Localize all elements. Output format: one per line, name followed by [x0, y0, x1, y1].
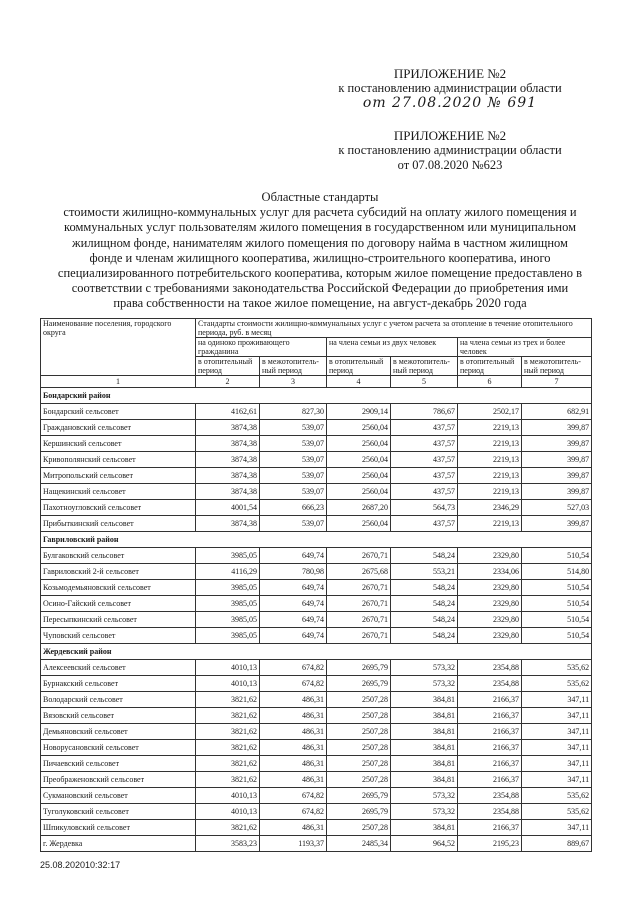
cost-value: 2670,71: [327, 612, 391, 628]
document-title: [40, 190, 600, 312]
cost-value: 437,57: [391, 484, 458, 500]
cost-value: 548,24: [391, 628, 458, 644]
table-row: [41, 548, 592, 564]
cost-value: 666,23: [260, 500, 327, 516]
cost-value: 2334,06: [458, 564, 522, 580]
cost-value: 510,54: [522, 548, 592, 564]
settlement-name: Митропольский сельсовет: [41, 468, 196, 484]
settlement-name: Пахотноугловский сельсовет: [41, 500, 196, 516]
table-row: [41, 452, 592, 468]
cost-value: 3874,38: [196, 452, 260, 468]
settlement-name: Новорусановский сельсовет: [41, 740, 196, 756]
cost-value: 384,81: [391, 740, 458, 756]
title-line: права собственности на такое жилое помещение, на август-декабрь 2020 года: [113, 296, 527, 311]
cost-value: 2219,13: [458, 468, 522, 484]
cost-value: 486,31: [260, 756, 327, 772]
cost-value: 548,24: [391, 548, 458, 564]
cost-value: 2507,28: [327, 772, 391, 788]
settlement-name: Чуповский сельсовет: [41, 628, 196, 644]
subheader-nonheating: в межотопитель-ный период: [522, 357, 592, 376]
cost-value: 486,31: [260, 724, 327, 740]
cost-value: 539,07: [260, 420, 327, 436]
cost-value: 2329,80: [458, 596, 522, 612]
cost-value: 2670,71: [327, 548, 391, 564]
cost-value: 2670,71: [327, 596, 391, 612]
settlement-name: Володарский сельсовет: [41, 692, 196, 708]
subheader-heating: в отопительный период: [458, 357, 522, 376]
cost-value: 347,11: [522, 756, 592, 772]
cost-value: 3821,62: [196, 756, 260, 772]
cost-value: 2695,79: [327, 804, 391, 820]
cost-value: 437,57: [391, 420, 458, 436]
settlement-name: Осино-Гайский сельсовет: [41, 596, 196, 612]
cost-value: 2670,71: [327, 628, 391, 644]
cost-value: 2166,37: [458, 756, 522, 772]
cost-value: 535,62: [522, 788, 592, 804]
cost-value: 384,81: [391, 708, 458, 724]
cost-value: 2195,23: [458, 836, 522, 852]
cost-value: 384,81: [391, 724, 458, 740]
cost-value: 2507,28: [327, 820, 391, 836]
cost-value: 2219,13: [458, 452, 522, 468]
cost-value: 486,31: [260, 740, 327, 756]
title-line: специализированного потребительского кооператива, которым жилое помещение предоставлено в: [57, 266, 583, 281]
cost-value: 2507,28: [327, 740, 391, 756]
standards-header: Стандарты стоимости жилищно-коммунальных услуг с учетом расчета за отопление в течение отопительного периода, руб. в месяц: [196, 319, 592, 338]
cost-value: 3985,05: [196, 548, 260, 564]
annex-title: ПРИЛОЖЕНИЕ №2: [393, 66, 507, 81]
table-row: [41, 708, 592, 724]
cost-value: 347,11: [522, 820, 592, 836]
group-header-two-person: на члена семьи из двух человек: [327, 338, 458, 357]
cost-value: 347,11: [522, 772, 592, 788]
settlement-name: Бурнакский сельсовет: [41, 676, 196, 692]
cost-value: 437,57: [391, 452, 458, 468]
cost-value: 964,52: [391, 836, 458, 852]
cost-value: 786,67: [391, 404, 458, 420]
cost-value: 3985,05: [196, 580, 260, 596]
cost-value: 486,31: [260, 692, 327, 708]
cost-value: 649,74: [260, 628, 327, 644]
cost-value: 437,57: [391, 468, 458, 484]
cost-value: 437,57: [391, 436, 458, 452]
table-row: [41, 484, 592, 500]
settlement-name: Шпикуловский сельсовет: [41, 820, 196, 836]
cost-value: 2507,28: [327, 692, 391, 708]
cost-value: 347,11: [522, 740, 592, 756]
settlement-name: Прибыткинский сельсовет: [41, 516, 196, 532]
cost-value: 2695,79: [327, 788, 391, 804]
cost-value: 486,31: [260, 820, 327, 836]
cost-value: 2354,88: [458, 788, 522, 804]
settlement-name: Граждановский сельсовет: [41, 420, 196, 436]
cost-value: 548,24: [391, 596, 458, 612]
cost-value: 3985,05: [196, 612, 260, 628]
cost-value: 573,32: [391, 804, 458, 820]
settlement-name: Демьяновский сельсовет: [41, 724, 196, 740]
column-number: 4: [327, 376, 391, 388]
cost-value: 514,80: [522, 564, 592, 580]
cost-value: 2560,04: [327, 516, 391, 532]
handwritten-date-number: от 27.08.2020 № 691: [362, 95, 538, 111]
cost-value: 682,91: [522, 404, 592, 420]
cost-value: 674,82: [260, 660, 327, 676]
cost-value: 2670,71: [327, 580, 391, 596]
cost-value: 2166,37: [458, 740, 522, 756]
cost-value: 384,81: [391, 692, 458, 708]
cost-value: 4010,13: [196, 804, 260, 820]
table-row: [41, 676, 592, 692]
table-row: [41, 820, 592, 836]
title-line: соответствии с требованиями законодательства Российской Федерации до приобретения ими: [71, 281, 569, 296]
settlement-name: Пичаевский сельсовет: [41, 756, 196, 772]
cost-value: 2507,28: [327, 756, 391, 772]
settlement-name: Пересыпкинский сельсовет: [41, 612, 196, 628]
cost-value: 2695,79: [327, 676, 391, 692]
table-row: [41, 580, 592, 596]
annex-date: от 07.08.2020 №623: [397, 158, 503, 172]
table-row: [41, 740, 592, 756]
cost-value: 4010,13: [196, 788, 260, 804]
cost-value: 2166,37: [458, 820, 522, 836]
subheader-heating: в отопительный период: [327, 357, 391, 376]
cost-value: 399,87: [522, 484, 592, 500]
table-row: [41, 756, 592, 772]
title-line: жилищном фонде, нанимателям жилого помещения по договору найма в частном жилищном: [72, 235, 568, 250]
cost-value: 399,87: [522, 420, 592, 436]
cost-value: 573,32: [391, 788, 458, 804]
cost-value: 347,11: [522, 708, 592, 724]
cost-value: 553,21: [391, 564, 458, 580]
column-number: 1: [41, 376, 196, 388]
cost-value: 399,87: [522, 516, 592, 532]
group-header-three-plus: на члена семьи из трех и более человек: [458, 338, 592, 357]
settlement-name: Вязовский сельсовет: [41, 708, 196, 724]
cost-value: 535,62: [522, 804, 592, 820]
table-row: [41, 772, 592, 788]
settlement-name: Сукмановский сельсовет: [41, 788, 196, 804]
cost-value: 573,32: [391, 660, 458, 676]
district-row: [41, 644, 592, 660]
cost-value: 2507,28: [327, 708, 391, 724]
cost-value: 437,57: [391, 516, 458, 532]
cost-value: 2219,13: [458, 436, 522, 452]
cost-value: 2329,80: [458, 628, 522, 644]
cost-value: 510,54: [522, 580, 592, 596]
cost-value: 510,54: [522, 612, 592, 628]
cost-value: 2675,68: [327, 564, 391, 580]
cost-value: 3874,38: [196, 484, 260, 500]
cost-value: 3821,62: [196, 820, 260, 836]
table-row: [41, 420, 592, 436]
settlement-name: Нащекинский сельсовет: [41, 484, 196, 500]
cost-value: 780,98: [260, 564, 327, 580]
table-row: [41, 516, 592, 532]
cost-value: 2507,28: [327, 724, 391, 740]
cost-value: 399,87: [522, 468, 592, 484]
cost-value: 2695,79: [327, 660, 391, 676]
cost-value: 3821,62: [196, 692, 260, 708]
column-number: 2: [196, 376, 260, 388]
cost-value: 535,62: [522, 676, 592, 692]
settlement-name: Преображеновский сельсовет: [41, 772, 196, 788]
cost-value: 4001,54: [196, 500, 260, 516]
title-line: Областные стандарты: [261, 190, 379, 204]
cost-value: 2166,37: [458, 708, 522, 724]
cost-value: 486,31: [260, 708, 327, 724]
settlement-name: Туголуковский сельсовет: [41, 804, 196, 820]
district-row: [41, 388, 592, 404]
cost-value: 2329,80: [458, 612, 522, 628]
cost-value: 399,87: [522, 452, 592, 468]
table-row: [41, 628, 592, 644]
annex-title: ПРИЛОЖЕНИЕ №2: [393, 128, 507, 143]
table-row: [41, 692, 592, 708]
cost-value: 1193,37: [260, 836, 327, 852]
cost-value: 2354,88: [458, 676, 522, 692]
cost-value: 347,11: [522, 724, 592, 740]
cost-value: 564,73: [391, 500, 458, 516]
cost-value: 3874,38: [196, 420, 260, 436]
title-line: коммунальных услуг пользователям жилого помещения в государственном или муниципальном: [64, 220, 576, 235]
standards-table: [40, 318, 592, 852]
cost-value: 827,30: [260, 404, 327, 420]
subheader-heating: в отопительный период: [196, 357, 260, 376]
table-row: [41, 836, 592, 852]
cost-value: 4162,61: [196, 404, 260, 420]
cost-value: 2166,37: [458, 772, 522, 788]
district-row: [41, 532, 592, 548]
cost-value: 3874,38: [196, 468, 260, 484]
table-row: [41, 724, 592, 740]
cost-value: 535,62: [522, 660, 592, 676]
cost-value: 2687,20: [327, 500, 391, 516]
settlement-name: Гавриловский 2-й сельсовет: [41, 564, 196, 580]
cost-value: 3874,38: [196, 436, 260, 452]
settlement-name: Булгаковский сельсовет: [41, 548, 196, 564]
column-number: 7: [522, 376, 592, 388]
print-timestamp: 25.08.202010:32:17: [40, 860, 121, 870]
cost-value: 2354,88: [458, 804, 522, 820]
cost-value: 2329,80: [458, 548, 522, 564]
annex-subtitle: к постановлению администрации области: [338, 143, 562, 157]
cost-value: 649,74: [260, 596, 327, 612]
cost-value: 3821,62: [196, 708, 260, 724]
column-number: 6: [458, 376, 522, 388]
title-line: фонде и членам жилищного кооператива, жилищно-строительного кооператива, иного: [89, 250, 551, 265]
cost-value: 548,24: [391, 580, 458, 596]
cost-value: 2329,80: [458, 580, 522, 596]
table-row: [41, 500, 592, 516]
table-row: [41, 564, 592, 580]
cost-value: 2560,04: [327, 484, 391, 500]
settlement-name: Кривополянский сельсовет: [41, 452, 196, 468]
district-name: Жердевский район: [41, 644, 592, 660]
settlement-name: Козьмодемьяновский сельсовет: [41, 580, 196, 596]
annex-subtitle: к постановлению администрации области: [338, 81, 562, 95]
cost-value: 399,87: [522, 436, 592, 452]
cost-value: 3583,23: [196, 836, 260, 852]
subheader-nonheating: в межотопитель-ный период: [391, 357, 458, 376]
cost-value: 4116,29: [196, 564, 260, 580]
title-line: стоимости жилищно-коммунальных услуг для расчета субсидий на оплату жилого помещения и: [63, 205, 577, 220]
cost-value: 2354,88: [458, 660, 522, 676]
cost-value: 573,32: [391, 676, 458, 692]
cost-value: 4010,13: [196, 676, 260, 692]
cost-value: 2502,17: [458, 404, 522, 420]
subheader-nonheating: в межотопитель-ный период: [260, 357, 327, 376]
cost-value: 3821,62: [196, 740, 260, 756]
cost-value: 3821,62: [196, 724, 260, 740]
cost-value: 347,11: [522, 692, 592, 708]
group-header-single: на одиноко проживающего гражданина: [196, 338, 327, 357]
column-header-settlement: Наименование поселения, городского округа: [41, 319, 196, 376]
cost-value: 2560,04: [327, 436, 391, 452]
table-row: [41, 660, 592, 676]
cost-value: 2560,04: [327, 452, 391, 468]
district-name: Гавриловский район: [41, 532, 592, 548]
cost-value: 3985,05: [196, 596, 260, 612]
settlement-name: Алексеевский сельсовет: [41, 660, 196, 676]
cost-value: 384,81: [391, 772, 458, 788]
cost-value: 527,03: [522, 500, 592, 516]
column-number: 3: [260, 376, 327, 388]
column-number: 5: [391, 376, 458, 388]
cost-value: 384,81: [391, 756, 458, 772]
cost-value: 2560,04: [327, 420, 391, 436]
table-row: [41, 404, 592, 420]
cost-value: 2346,29: [458, 500, 522, 516]
settlement-name: Кершинский сельсовет: [41, 436, 196, 452]
table-row: [41, 596, 592, 612]
cost-value: 649,74: [260, 612, 327, 628]
annex-block-original: [300, 128, 600, 173]
cost-value: 2219,13: [458, 516, 522, 532]
cost-value: 2166,37: [458, 724, 522, 740]
cost-value: 4010,13: [196, 660, 260, 676]
cost-value: 2219,13: [458, 420, 522, 436]
annex-block-amended: [300, 66, 600, 111]
table-row: [41, 612, 592, 628]
district-name: Бондарский район: [41, 388, 592, 404]
cost-value: 2909,14: [327, 404, 391, 420]
cost-value: 674,82: [260, 788, 327, 804]
cost-value: 2219,13: [458, 484, 522, 500]
cost-value: 2166,37: [458, 692, 522, 708]
cost-value: 539,07: [260, 436, 327, 452]
cost-value: 674,82: [260, 676, 327, 692]
table-row: [41, 436, 592, 452]
cost-value: 539,07: [260, 468, 327, 484]
cost-value: 486,31: [260, 772, 327, 788]
cost-value: 674,82: [260, 804, 327, 820]
cost-value: 649,74: [260, 548, 327, 564]
settlement-name: г. Жердевка: [41, 836, 196, 852]
cost-value: 539,07: [260, 516, 327, 532]
cost-value: 539,07: [260, 484, 327, 500]
cost-value: 3874,38: [196, 516, 260, 532]
cost-value: 510,54: [522, 628, 592, 644]
cost-value: 2485,34: [327, 836, 391, 852]
settlement-name: Бондарский сельсовет: [41, 404, 196, 420]
cost-value: 889,67: [522, 836, 592, 852]
cost-value: 510,54: [522, 596, 592, 612]
cost-value: 3985,05: [196, 628, 260, 644]
table-row: [41, 804, 592, 820]
table-row: [41, 788, 592, 804]
cost-value: 2560,04: [327, 468, 391, 484]
cost-value: 649,74: [260, 580, 327, 596]
cost-value: 548,24: [391, 612, 458, 628]
cost-value: 539,07: [260, 452, 327, 468]
cost-value: 3821,62: [196, 772, 260, 788]
cost-value: 384,81: [391, 820, 458, 836]
table-row: [41, 468, 592, 484]
